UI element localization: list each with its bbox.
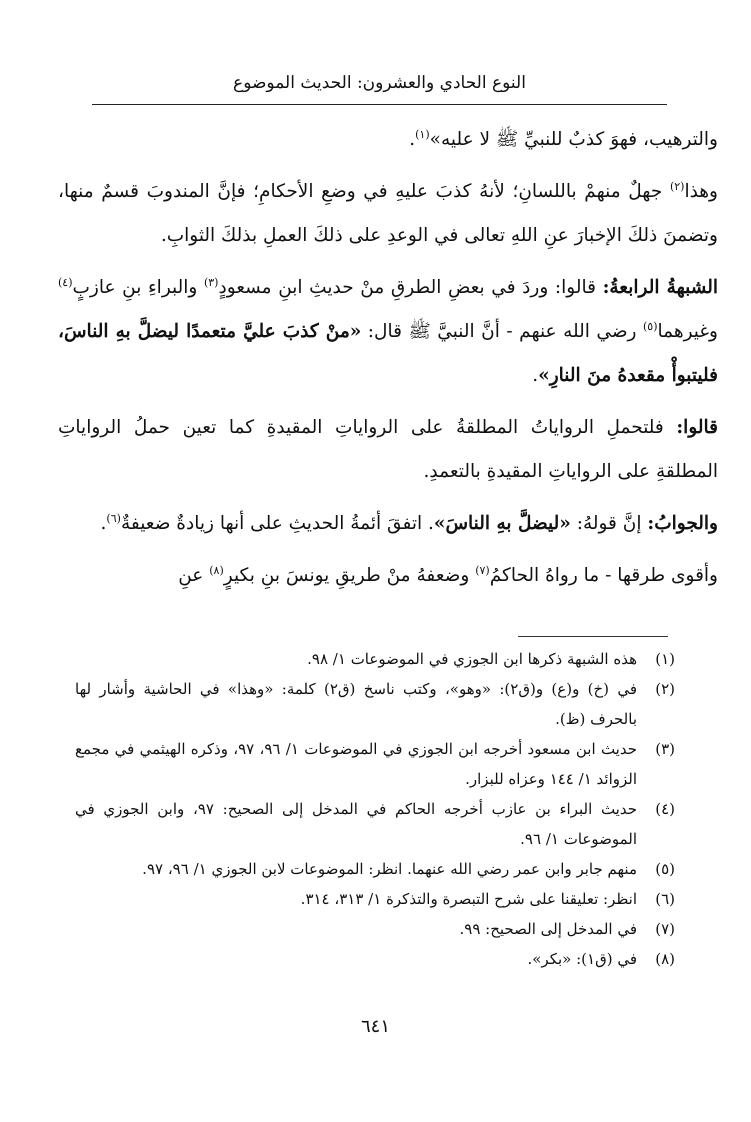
footnote-ref-2[interactable]: (٢) bbox=[669, 179, 685, 193]
running-header: النوع الحادي والعشرون: الحديث الموضوع bbox=[233, 73, 526, 93]
footnote-ref-5[interactable]: (٥) bbox=[642, 319, 658, 333]
p3-text-d: رضي الله عنهم - أنَّ النبيَّ ﷺ قال: bbox=[361, 321, 643, 342]
paragraph-6 bbox=[58, 554, 718, 598]
footnote bbox=[75, 674, 675, 734]
footnote bbox=[75, 854, 675, 884]
footnote-ref-7[interactable]: (٧) bbox=[475, 563, 490, 577]
footnote-text: حديث البراء بن عازب أخرجه الحاكم في المدخل إلى الصحيح: ٩٧، وابن الجوزي في الموضوعات ١/ ٩٦. bbox=[75, 800, 637, 848]
p4-text: فلتحملِ الرواياتُ المطلقةُ على الرواياتِ المقيدةِ كما تعين حملُ الرواياتِ المطلقةِ على الرواياتِ المقيدةِ بالتعمدِ. bbox=[58, 417, 718, 482]
p6-text-b: وضعفهُ منْ طريقِ يونسَ بنِ بكيرٍ bbox=[223, 565, 476, 586]
p2-text: جهلٌ منهمْ باللسانِ؛ لأنهُ كذبَ عليهِ في وضعِ الأحكامِ؛ فإنَّ المندوبَ قسمٌ منها، وتضمنَ ذلكَ الإخبارَ عنِ اللهِ تعالى في الوعدِ على ذلكَ العملِ بذلكَ الثوابِ. bbox=[58, 181, 718, 246]
p3-text-a: قالوا: وردَ في بعضِ الطرقِ منْ حديثِ ابنِ مسعودٍ bbox=[218, 277, 603, 298]
footnote-ref-8[interactable]: (٨) bbox=[209, 563, 224, 577]
footnote-number: (٤) bbox=[655, 800, 675, 818]
footnote-text: في المدخل إلى الصحيح: ٩٩. bbox=[459, 920, 637, 938]
footnote-number: (٧) bbox=[655, 920, 675, 938]
footnote-text: هذه الشبهة ذكرها ابن الجوزي في الموضوعات ١/ ٩٨. bbox=[307, 650, 637, 668]
footnote bbox=[75, 644, 675, 674]
paragraph-1 bbox=[58, 118, 718, 162]
p5-end: . bbox=[100, 513, 107, 534]
footnote-ref-1[interactable]: (١) bbox=[415, 127, 430, 141]
footnote-ref-6[interactable]: (٦) bbox=[106, 511, 121, 525]
footnote bbox=[75, 914, 675, 944]
page-number: ٦٤١ bbox=[360, 1016, 390, 1037]
footnote-text: انظر: تعليقنا على شرح التبصرة والتذكرة ١/ ٣١٣، ٣١٤. bbox=[300, 890, 637, 908]
footnote-number: (١) bbox=[655, 650, 675, 668]
paragraph-3 bbox=[58, 266, 718, 398]
footnote bbox=[75, 884, 675, 914]
footnote bbox=[75, 794, 675, 854]
p1-text: والترهيب، فهوَ كذبٌ للنبيِّ ﷺ لا عليه» bbox=[429, 129, 718, 150]
footnote-number: (٢) bbox=[655, 680, 675, 698]
p2-start: وهذا bbox=[684, 181, 718, 202]
section-label-answer: والجوابُ: bbox=[647, 513, 718, 534]
p3-text-b: والبراءِ بنِ عازبٍ bbox=[72, 277, 204, 298]
footnote-ref-3[interactable]: (٣) bbox=[203, 275, 219, 289]
footnote-divider bbox=[518, 636, 668, 637]
footnote-ref-4[interactable]: (٤) bbox=[58, 275, 73, 289]
footnotes bbox=[75, 644, 675, 974]
hadith-quote: «منْ كذبَ عليَّ متعمدًا ليضلَّ بهِ الناسَ، فليتبوأْ مقعدهُ منَ النارِ» bbox=[58, 321, 718, 386]
footnote-text: منهم جابر وابن عمر رضي الله عنهما. انظر: الموضوعات لابن الجوزي ١/ ٩٦، ٩٧. bbox=[142, 860, 637, 878]
p5-text-a: إنَّ قولهُ: bbox=[570, 513, 648, 534]
footnote-text: في (ق١): «بكر». bbox=[527, 950, 637, 968]
quoted-phrase: «ليضلَّ بهِ الناسَ» bbox=[433, 513, 571, 534]
footnote-number: (٣) bbox=[655, 740, 675, 758]
footnote-number: (٦) bbox=[655, 890, 675, 908]
paragraph-2 bbox=[58, 170, 718, 258]
p3-text-c: وغيرهما bbox=[657, 321, 718, 342]
section-label-fourth-doubt: الشبهةُ الرابعةُ: bbox=[602, 277, 718, 298]
p1-end: . bbox=[409, 129, 416, 150]
paragraph-5 bbox=[58, 502, 718, 546]
main-text bbox=[58, 118, 718, 606]
footnote-text: في (خ) و(ع) و(ق٢): «وهو»، وكتب ناسخ (ق٢) كلمة: «وهذا» في الحاشية وأشار لها بالحرف (ظ). bbox=[75, 680, 637, 728]
footnote bbox=[75, 734, 675, 794]
p5-text-b: . اتفقَ أئمةُ الحديثِ على أنها زيادةٌ ضعيفةٌ bbox=[120, 513, 434, 534]
footnote-number: (٥) bbox=[655, 860, 675, 878]
section-label-they-said: قالوا: bbox=[676, 417, 718, 438]
footnote-text: حديث ابن مسعود أخرجه ابن الجوزي في الموضوعات ١/ ٩٦، ٩٧، وذكره الهيثمي في مجمع الزوائد ١/ ١٤٤ وعزاه للبزار. bbox=[75, 740, 637, 788]
p6-text-a: وأقوى طرقها - ما رواهُ الحاكمُ bbox=[489, 565, 718, 586]
p6-text-c: عنِ bbox=[178, 565, 210, 586]
footnote-number: (٨) bbox=[655, 950, 675, 968]
footnote bbox=[75, 944, 675, 974]
header-divider bbox=[92, 104, 667, 105]
p3-end: . bbox=[532, 365, 539, 386]
paragraph-4 bbox=[58, 406, 718, 494]
